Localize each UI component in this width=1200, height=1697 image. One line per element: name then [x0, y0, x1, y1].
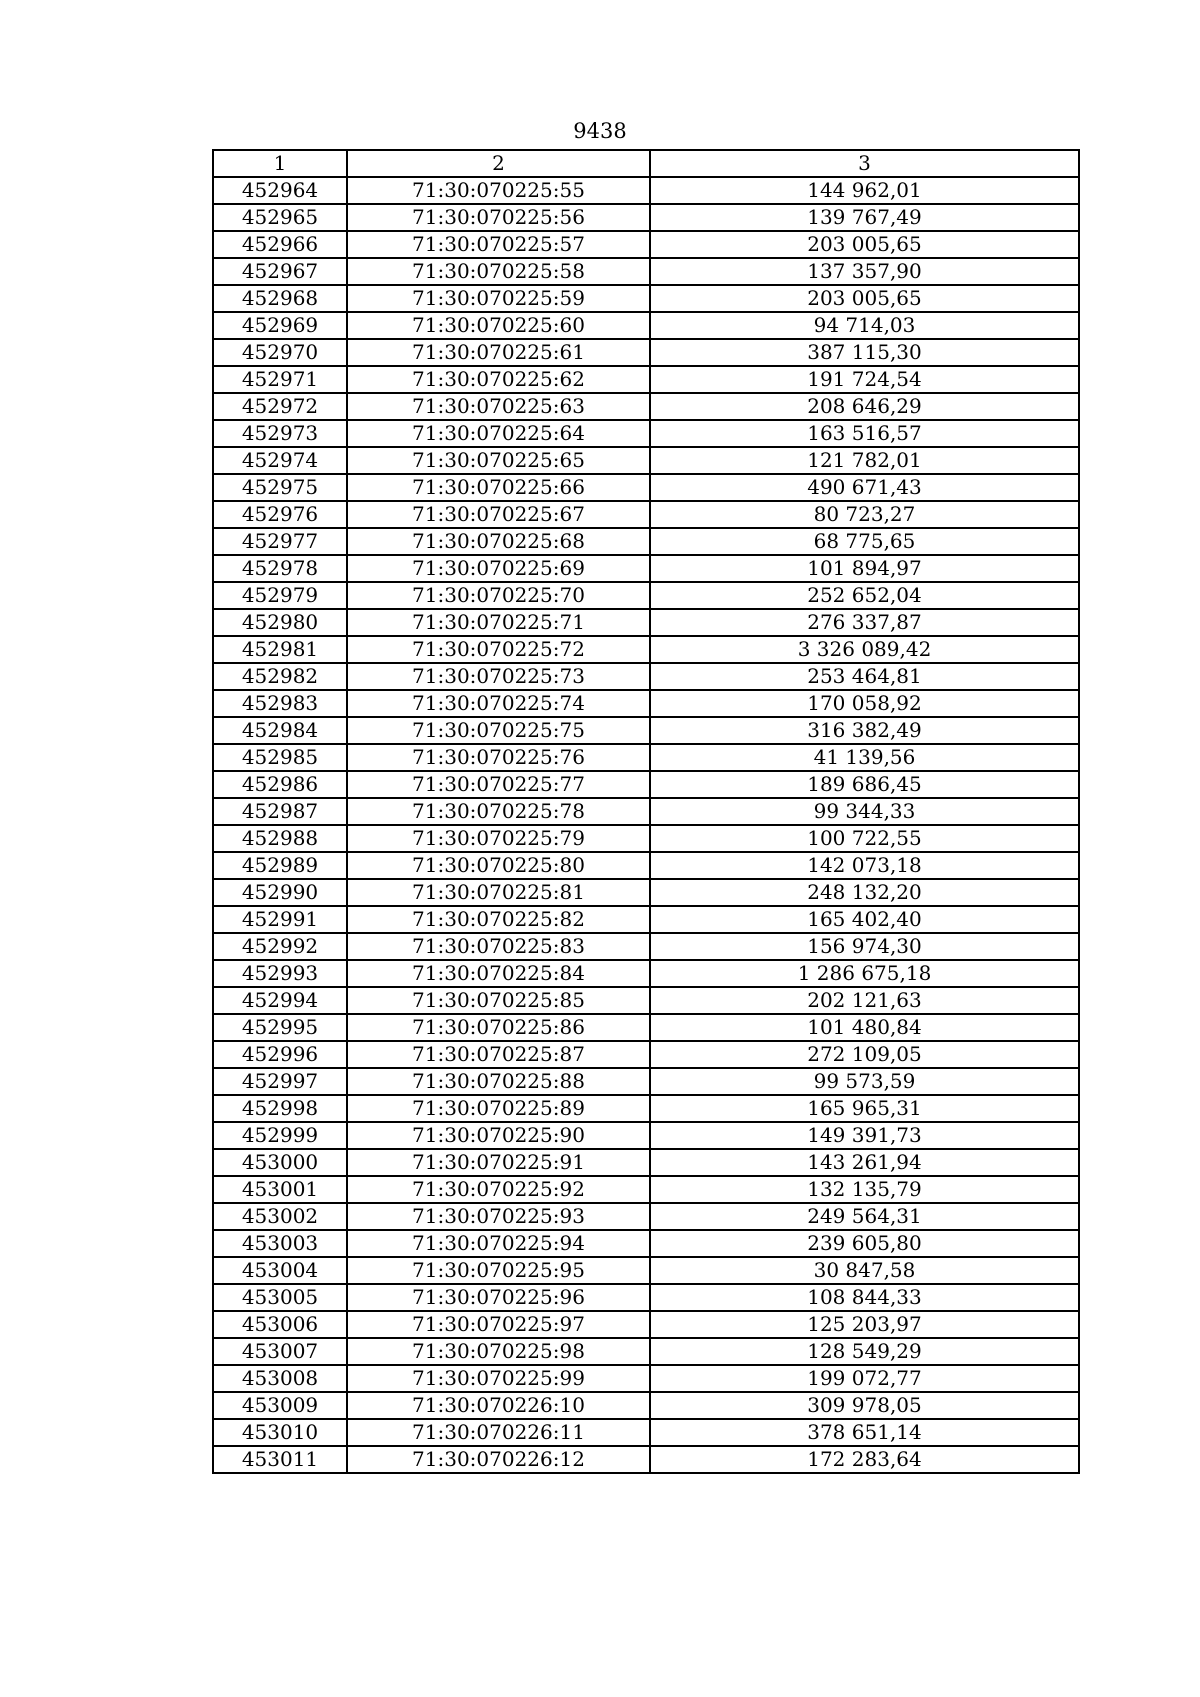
row-number-cell: 453000 — [213, 1149, 347, 1176]
table-row — [213, 717, 1079, 744]
table-row — [213, 528, 1079, 555]
row-number-cell: 452986 — [213, 771, 347, 798]
cadastral-value-cell: 128 549,29 — [650, 1338, 1079, 1365]
cadastral-value-cell: 41 139,56 — [650, 744, 1079, 771]
cadastral-value-cell: 249 564,31 — [650, 1203, 1079, 1230]
table-row — [213, 1176, 1079, 1203]
cadastral-number-cell: 71:30:070225:66 — [347, 474, 650, 501]
cadastral-value-cell: 142 073,18 — [650, 852, 1079, 879]
cadastral-number-cell: 71:30:070225:84 — [347, 960, 650, 987]
cadastral-number-cell: 71:30:070225:76 — [347, 744, 650, 771]
table-row — [213, 204, 1079, 231]
row-number-cell: 452970 — [213, 339, 347, 366]
cadastral-value-cell: 108 844,33 — [650, 1284, 1079, 1311]
table-row — [213, 960, 1079, 987]
cadastral-value-cell: 99 344,33 — [650, 798, 1079, 825]
cadastral-value-cell: 239 605,80 — [650, 1230, 1079, 1257]
cadastral-value-cell: 101 894,97 — [650, 555, 1079, 582]
table-row — [213, 366, 1079, 393]
cadastral-value-cell: 309 978,05 — [650, 1392, 1079, 1419]
row-number-cell: 453007 — [213, 1338, 347, 1365]
table-row — [213, 285, 1079, 312]
row-number-cell: 452984 — [213, 717, 347, 744]
table-header — [213, 150, 1079, 177]
table-row — [213, 1419, 1079, 1446]
cadastral-value-cell: 276 337,87 — [650, 609, 1079, 636]
cadastral-value-cell: 316 382,49 — [650, 717, 1079, 744]
column-header-3: 3 — [650, 150, 1079, 177]
cadastral-number-cell: 71:30:070225:70 — [347, 582, 650, 609]
cadastral-value-cell: 3 326 089,42 — [650, 636, 1079, 663]
row-number-cell: 452981 — [213, 636, 347, 663]
table-row — [213, 744, 1079, 771]
table-row — [213, 474, 1079, 501]
cadastral-value-cell: 132 135,79 — [650, 1176, 1079, 1203]
cadastral-value-cell: 170 058,92 — [650, 690, 1079, 717]
table-row — [213, 1149, 1079, 1176]
cadastral-value-cell: 199 072,77 — [650, 1365, 1079, 1392]
cadastral-number-cell: 71:30:070225:89 — [347, 1095, 650, 1122]
table-row — [213, 1095, 1079, 1122]
table-row — [213, 1311, 1079, 1338]
table-row — [213, 258, 1079, 285]
table-header-row — [213, 150, 1079, 177]
cadastral-value-cell: 149 391,73 — [650, 1122, 1079, 1149]
cadastral-value-cell: 189 686,45 — [650, 771, 1079, 798]
table-row — [213, 231, 1079, 258]
table-row — [213, 798, 1079, 825]
cadastral-value-cell: 137 357,90 — [650, 258, 1079, 285]
table-row — [213, 1257, 1079, 1284]
row-number-cell: 452979 — [213, 582, 347, 609]
cadastral-number-cell: 71:30:070226:11 — [347, 1419, 650, 1446]
cadastral-number-cell: 71:30:070225:82 — [347, 906, 650, 933]
row-number-cell: 453004 — [213, 1257, 347, 1284]
cadastral-value-cell: 490 671,43 — [650, 474, 1079, 501]
cadastral-value-cell: 94 714,03 — [650, 312, 1079, 339]
table-row — [213, 1284, 1079, 1311]
cadastral-number-cell: 71:30:070225:96 — [347, 1284, 650, 1311]
table-row — [213, 582, 1079, 609]
table-row — [213, 1203, 1079, 1230]
row-number-cell: 452975 — [213, 474, 347, 501]
row-number-cell: 452980 — [213, 609, 347, 636]
row-number-cell: 452983 — [213, 690, 347, 717]
cadastral-number-cell: 71:30:070225:92 — [347, 1176, 650, 1203]
table-row — [213, 1365, 1079, 1392]
cadastral-number-cell: 71:30:070225:68 — [347, 528, 650, 555]
cadastral-value-cell: 100 722,55 — [650, 825, 1079, 852]
cadastral-number-cell: 71:30:070225:57 — [347, 231, 650, 258]
table-row — [213, 663, 1079, 690]
cadastral-value-cell: 1 286 675,18 — [650, 960, 1079, 987]
row-number-cell: 452987 — [213, 798, 347, 825]
row-number-cell: 452994 — [213, 987, 347, 1014]
cadastral-number-cell: 71:30:070225:58 — [347, 258, 650, 285]
row-number-cell: 452965 — [213, 204, 347, 231]
table-row — [213, 1230, 1079, 1257]
cadastral-value-cell: 156 974,30 — [650, 933, 1079, 960]
cadastral-number-cell: 71:30:070226:12 — [347, 1446, 650, 1473]
cadastral-value-cell: 125 203,97 — [650, 1311, 1079, 1338]
table-row — [213, 852, 1079, 879]
cadastral-number-cell: 71:30:070225:69 — [347, 555, 650, 582]
cadastral-value-cell: 203 005,65 — [650, 231, 1079, 258]
table-row — [213, 393, 1079, 420]
cadastral-number-cell: 71:30:070225:94 — [347, 1230, 650, 1257]
cadastral-value-cell: 163 516,57 — [650, 420, 1079, 447]
row-number-cell: 453011 — [213, 1446, 347, 1473]
cadastral-value-cell: 30 847,58 — [650, 1257, 1079, 1284]
cadastral-value-cell: 191 724,54 — [650, 366, 1079, 393]
cadastral-value-cell: 68 775,65 — [650, 528, 1079, 555]
row-number-cell: 452982 — [213, 663, 347, 690]
table-row — [213, 420, 1079, 447]
cadastral-number-cell: 71:30:070225:67 — [347, 501, 650, 528]
cadastral-number-cell: 71:30:070225:71 — [347, 609, 650, 636]
row-number-cell: 452977 — [213, 528, 347, 555]
row-number-cell: 452996 — [213, 1041, 347, 1068]
table-row — [213, 906, 1079, 933]
row-number-cell: 453002 — [213, 1203, 347, 1230]
table-row — [213, 339, 1079, 366]
table-row — [213, 1122, 1079, 1149]
cadastral-value-cell: 202 121,63 — [650, 987, 1079, 1014]
row-number-cell: 452997 — [213, 1068, 347, 1095]
cadastral-number-cell: 71:30:070225:99 — [347, 1365, 650, 1392]
cadastral-value-cell: 139 767,49 — [650, 204, 1079, 231]
table-row — [213, 1338, 1079, 1365]
row-number-cell: 452998 — [213, 1095, 347, 1122]
cadastral-number-cell: 71:30:070225:72 — [347, 636, 650, 663]
table-row — [213, 1041, 1079, 1068]
column-header-2: 2 — [347, 150, 650, 177]
row-number-cell: 452990 — [213, 879, 347, 906]
cadastral-number-cell: 71:30:070225:78 — [347, 798, 650, 825]
cadastral-value-cell: 101 480,84 — [650, 1014, 1079, 1041]
table-row — [213, 825, 1079, 852]
cadastral-number-cell: 71:30:070225:59 — [347, 285, 650, 312]
row-number-cell: 452992 — [213, 933, 347, 960]
table-row — [213, 987, 1079, 1014]
row-number-cell: 452995 — [213, 1014, 347, 1041]
row-number-cell: 453006 — [213, 1311, 347, 1338]
table-row — [213, 771, 1079, 798]
cadastral-number-cell: 71:30:070225:64 — [347, 420, 650, 447]
row-number-cell: 452974 — [213, 447, 347, 474]
cadastral-number-cell: 71:30:070225:80 — [347, 852, 650, 879]
cadastral-number-cell: 71:30:070225:98 — [347, 1338, 650, 1365]
cadastral-value-cell: 378 651,14 — [650, 1419, 1079, 1446]
row-number-cell: 452967 — [213, 258, 347, 285]
row-number-cell: 452968 — [213, 285, 347, 312]
row-number-cell: 452993 — [213, 960, 347, 987]
cadastral-number-cell: 71:30:070225:91 — [347, 1149, 650, 1176]
cadastral-value-cell: 387 115,30 — [650, 339, 1079, 366]
row-number-cell: 452988 — [213, 825, 347, 852]
row-number-cell: 452978 — [213, 555, 347, 582]
row-number-cell: 452985 — [213, 744, 347, 771]
cadastral-value-cell: 165 965,31 — [650, 1095, 1079, 1122]
cadastral-value-cell: 272 109,05 — [650, 1041, 1079, 1068]
cadastral-number-cell: 71:30:070225:55 — [347, 177, 650, 204]
row-number-cell: 453009 — [213, 1392, 347, 1419]
table-row — [213, 447, 1079, 474]
cadastral-number-cell: 71:30:070226:10 — [347, 1392, 650, 1419]
table-row — [213, 1014, 1079, 1041]
row-number-cell: 453001 — [213, 1176, 347, 1203]
column-header-1: 1 — [213, 150, 347, 177]
table-row — [213, 636, 1079, 663]
table-row — [213, 1446, 1079, 1473]
table-row — [213, 690, 1079, 717]
cadastral-value-cell: 252 652,04 — [650, 582, 1079, 609]
table-row — [213, 312, 1079, 339]
cadastral-number-cell: 71:30:070225:73 — [347, 663, 650, 690]
cadastral-value-cell: 253 464,81 — [650, 663, 1079, 690]
row-number-cell: 453008 — [213, 1365, 347, 1392]
table-row — [213, 933, 1079, 960]
cadastral-number-cell: 71:30:070225:65 — [347, 447, 650, 474]
row-number-cell: 452989 — [213, 852, 347, 879]
row-number-cell: 453003 — [213, 1230, 347, 1257]
page-number-text: 9438 — [573, 119, 627, 143]
cadastral-number-cell: 71:30:070225:93 — [347, 1203, 650, 1230]
table-row — [213, 555, 1079, 582]
row-number-cell: 452966 — [213, 231, 347, 258]
cadastral-value-cell: 208 646,29 — [650, 393, 1079, 420]
row-number-cell: 452999 — [213, 1122, 347, 1149]
cadastral-number-cell: 71:30:070225:97 — [347, 1311, 650, 1338]
cadastral-number-cell: 71:30:070225:90 — [347, 1122, 650, 1149]
page-number — [0, 118, 1200, 144]
cadastral-value-cell: 80 723,27 — [650, 501, 1079, 528]
row-number-cell: 452972 — [213, 393, 347, 420]
cadastral-number-cell: 71:30:070225:63 — [347, 393, 650, 420]
cadastral-number-cell: 71:30:070225:85 — [347, 987, 650, 1014]
row-number-cell: 452971 — [213, 366, 347, 393]
cadastral-number-cell: 71:30:070225:62 — [347, 366, 650, 393]
cadastral-value-table — [212, 149, 1080, 1474]
cadastral-value-cell: 172 283,64 — [650, 1446, 1079, 1473]
cadastral-number-cell: 71:30:070225:61 — [347, 339, 650, 366]
table-row — [213, 609, 1079, 636]
row-number-cell: 453005 — [213, 1284, 347, 1311]
cadastral-number-cell: 71:30:070225:74 — [347, 690, 650, 717]
table-row — [213, 1068, 1079, 1095]
cadastral-number-cell: 71:30:070225:87 — [347, 1041, 650, 1068]
table-row — [213, 501, 1079, 528]
row-number-cell: 452976 — [213, 501, 347, 528]
row-number-cell: 452991 — [213, 906, 347, 933]
cadastral-number-cell: 71:30:070225:75 — [347, 717, 650, 744]
cadastral-number-cell: 71:30:070225:88 — [347, 1068, 650, 1095]
cadastral-number-cell: 71:30:070225:60 — [347, 312, 650, 339]
cadastral-value-cell: 121 782,01 — [650, 447, 1079, 474]
cadastral-number-cell: 71:30:070225:81 — [347, 879, 650, 906]
cadastral-number-cell: 71:30:070225:56 — [347, 204, 650, 231]
cadastral-value-cell: 248 132,20 — [650, 879, 1079, 906]
cadastral-value-cell: 144 962,01 — [650, 177, 1079, 204]
table-row — [213, 177, 1079, 204]
cadastral-number-cell: 71:30:070225:86 — [347, 1014, 650, 1041]
row-number-cell: 453010 — [213, 1419, 347, 1446]
cadastral-value-cell: 143 261,94 — [650, 1149, 1079, 1176]
cadastral-value-cell: 165 402,40 — [650, 906, 1079, 933]
table-row — [213, 1392, 1079, 1419]
cadastral-value-cell: 99 573,59 — [650, 1068, 1079, 1095]
row-number-cell: 452969 — [213, 312, 347, 339]
table-row — [213, 879, 1079, 906]
table-body — [213, 177, 1079, 1473]
cadastral-number-cell: 71:30:070225:79 — [347, 825, 650, 852]
row-number-cell: 452964 — [213, 177, 347, 204]
cadastral-number-cell: 71:30:070225:77 — [347, 771, 650, 798]
cadastral-value-cell: 203 005,65 — [650, 285, 1079, 312]
cadastral-number-cell: 71:30:070225:95 — [347, 1257, 650, 1284]
cadastral-number-cell: 71:30:070225:83 — [347, 933, 650, 960]
row-number-cell: 452973 — [213, 420, 347, 447]
